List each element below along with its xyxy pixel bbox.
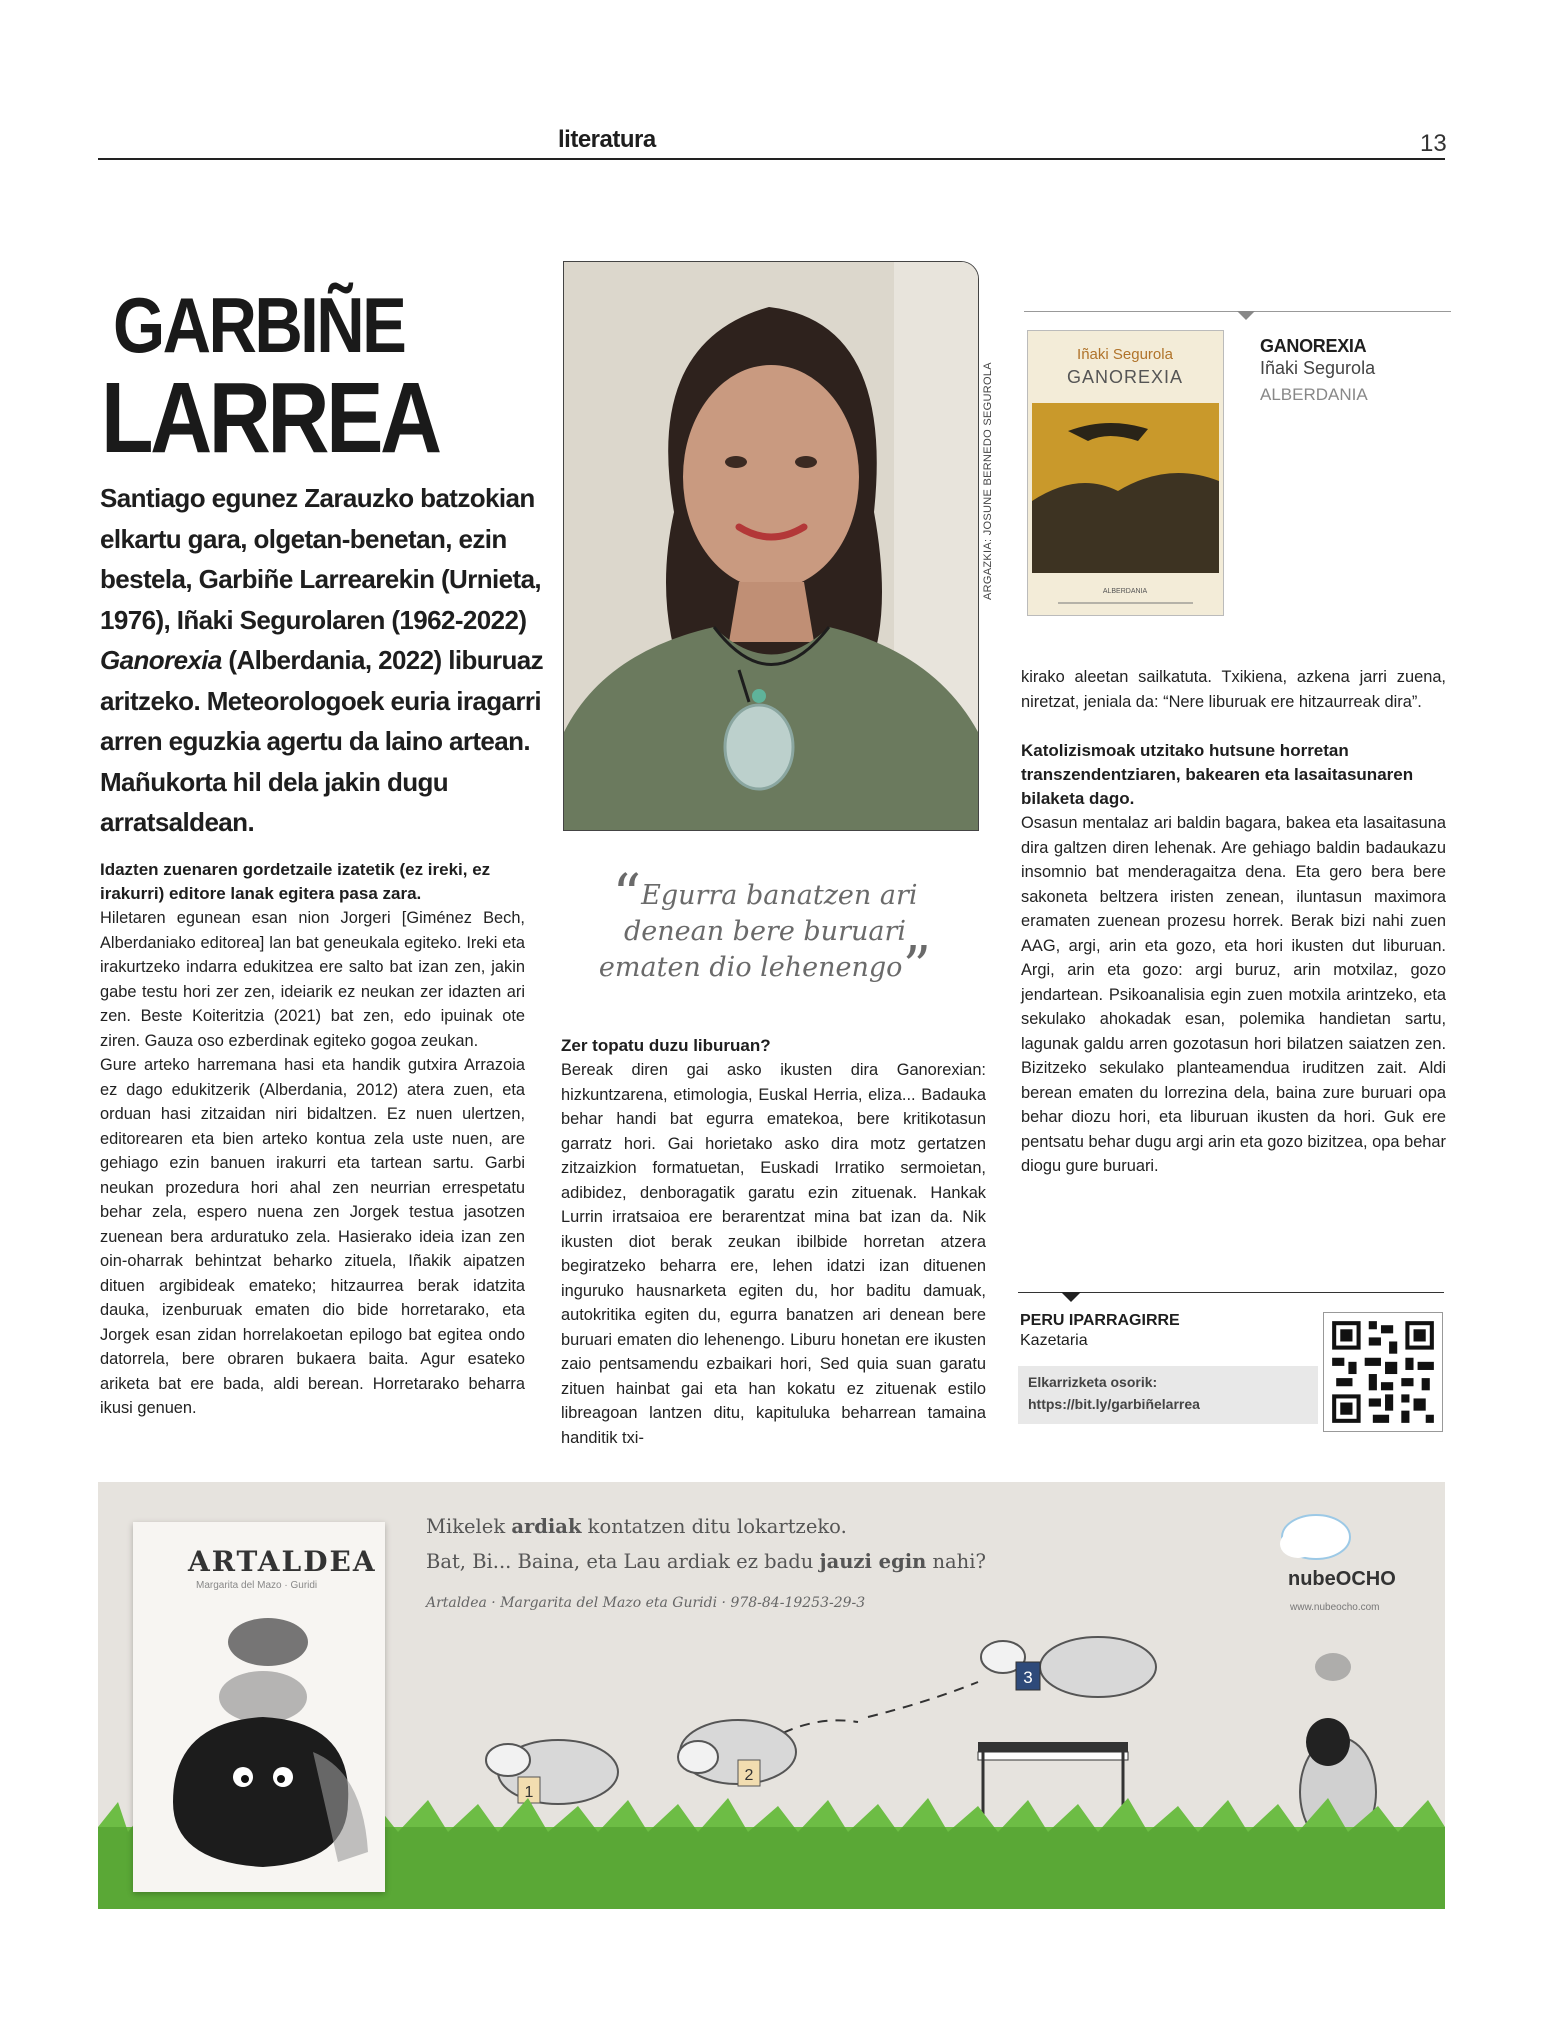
sheep-number-2: 2: [744, 1767, 754, 1784]
cover-author: Iñaki Segurola: [1077, 346, 1173, 363]
ad-headline-2-b: jauzi egin: [819, 1550, 927, 1573]
full-interview-link[interactable]: https://bit.ly/garbiñelarrea: [1028, 1396, 1200, 1412]
full-interview-label: Elkarrizketa osorik:: [1028, 1374, 1158, 1390]
cover-title: GANOREXIA: [1066, 367, 1184, 387]
book-box-pointer: [1237, 311, 1255, 320]
cover-publisher: ALBERDANIA: [1102, 588, 1148, 595]
question-1: Idazten zuenaren gordetzaile izatetik (ez ireki, ez irakurri) editore lanak egitera pasa zara.: [100, 860, 491, 903]
ad-headline-1-c: kontatzen ditu lokartzeko.: [581, 1515, 847, 1538]
ad-headline-2: [426, 1550, 986, 1573]
answer-1-para-2: Gure arteko harremana hasi eta handik gutxira Arrazoia ez dago edukitzerik (Alberdania, 2012) atera zuen, eta orduan hasi zitzaidan niri bidaltzen. Ez nuen ulertzen, editorearen eta bien arteko kontua zela uste nuen, are gehiago ezin banuen irakurri eta tartean sartu. Garbi neukan prozedura hori ahal zen neurrian errespetatu behar zela, espero nuena zen Jorgek testua jasotzen zuenean bera arduratuko zela. Hasierako ideia izan zen oin-oharrak behintzat beharko zituela, Iñakik aipatzen dituen argibideak emateko; hitzaurrea berak idatzita dauka, izenburuak ematen dio bide horretarako, eta Jorgek esan zidan horrelakoetan epilogo bat egitea ondo datorrela, bere obraren bukaera baita. Agur esateko ariketa bat ere bada, aldi berean. Horretarako beharra ikusi genuen.: [100, 1056, 525, 1417]
header-rule: [98, 158, 1445, 160]
book-author: Iñaki Segurola: [1260, 358, 1376, 378]
sheep-number-1: 1: [524, 1784, 534, 1801]
book-cover: [1027, 330, 1224, 616]
sheep-number-3: 3: [1023, 1668, 1033, 1687]
answer-2-continued: kirako aleetan sailkatuta. Txikiena, azkena jarri zuena, niretzat, jeniala da: “Nere liburuak ere hitzaurreak dira”.: [1021, 668, 1446, 711]
author-role: Kazetaria: [1020, 1332, 1088, 1349]
book-publisher: ALBERDANIA: [1260, 385, 1368, 404]
column-2: [561, 1034, 986, 1450]
book-title: GANOREXIA: [1260, 336, 1367, 356]
author-box-pointer: [1061, 1292, 1081, 1302]
ad-headline-1-b: ardiak: [511, 1515, 582, 1538]
column-3-top: [1021, 665, 1446, 714]
author-box-rule: [1018, 1292, 1444, 1293]
brand-cloud-icon: [1280, 1515, 1350, 1559]
qr-code-pattern: [1324, 1313, 1442, 1431]
answer-1-para-1: Hiletaren egunean esan nion Jorgeri [Giménez Bech, Alberdaniako editorea] lan bat geneukala egiteko. Ireki eta irakurtzeko indarra edukitzea ere salto bat izan zen, jakin gabe testu hori zer zen, ideiarik ez neukan zer idazten ari zen. Beste Koiteritzia (2021) bat zen, edo ipuinak ote ziren. Gauza oso ezberdinak egiteko gogoa zeukan.: [100, 909, 525, 1050]
book-cover-art: [1028, 331, 1223, 615]
pull-quote: [580, 863, 950, 1000]
ad-headline-1: [426, 1515, 847, 1538]
publisher-website[interactable]: www.nubeocho.com: [1290, 1602, 1380, 1613]
photo-credit: ARGAZKIA: JOSUNE BERNEDO SEGUROLA: [982, 362, 994, 600]
column-3: [1021, 739, 1446, 1179]
lead-part1: Santiago egunez Zarauzko batzokian elkartu gara, olgetan-benetan, ezin bestela, Garbiñe Larrearekin (Urnieta, 1976), Iñaki Segurolaren (1962-2022): [100, 483, 542, 635]
ad-book-details: Artaldea · Margarita del Mazo eta Guridi · 978-84-19253-29-3: [426, 1595, 866, 1611]
ad-book-title: ARTALDEA: [188, 1545, 377, 1578]
lead-paragraph: [100, 478, 570, 843]
ad-headline-1-a: Mikelek: [426, 1515, 512, 1538]
page-number: 13: [1420, 130, 1447, 157]
question-2: Zer topatu duzu liburuan?: [561, 1036, 771, 1055]
ad-headline-2-a: Bat, Bi... Baina, eta Lau ardiak ez badu: [426, 1550, 820, 1573]
ad-headline-2-c: nahi?: [926, 1550, 986, 1573]
quote-open-mark: “: [612, 863, 642, 928]
quote-close-mark: ”: [902, 935, 932, 1000]
answer-3: Osasun mentalaz ari baldin bagara, bakea eta lasaitasuna dira galtzen diren lehenak. Are gehiago baldin badaukazu insomnio bat menderagaitza dena. Eta gero bera bere sakoneta beltzera iristen zenean, iluntasun maximora eramaten zuenean prozesu horrek. Berak bizi nahi zuen AAG, argi, arin eta gozo, eta hori ikusten dut liburuan. Argi, arin eta gozo: argi buruz, arin motxilaz, gozo jendartean. Psikoanalisia egin zuen motxila arintzeko, eta sekulako ahokadak esan, polemika handietan sartu, lagunak galdu arren gozotasun hori bilatzen saiatzen zen. Bizitzeko sekulako planteamendua iruditzen zait. Aldi berean ematen du lorrezina dela, baina zure buruari opa behar diozu hori, eta liburuan ikusten da hori. Guk ere pentsatu behar dugu argi arin eta gozo bizitzea, opa behar diogu gure buruari.: [1021, 814, 1446, 1175]
publisher-brand-logo: nubeOCHO: [1288, 1568, 1396, 1590]
lead-book: Ganorexia: [100, 645, 222, 675]
column-1: [100, 858, 525, 1421]
question-3: Katolizismoak utzitako hutsune horretan transzendentziaren, bakearen eta lasaitasunaren bilaketa dago.: [1021, 741, 1414, 808]
portrait-photo: [563, 261, 979, 831]
lead-part2: (Alberdania, 2022) liburuaz aritzeko. Meteorologoek euria iragarri arren eguzkia agertu da laino artean. Mañukorta hil dela jakin dugu arratsaldean.: [100, 645, 544, 837]
ad-book-subtitle: Margarita del Mazo · Guridi: [196, 1580, 318, 1591]
pull-quote-text: Egurra banatzen ari denean bere buruari ematen dio lehenengo: [598, 880, 918, 983]
author-name: PERU IPARRAGIRRE: [1020, 1312, 1180, 1329]
section-label: literatura: [558, 126, 656, 153]
qr-code[interactable]: [1323, 1312, 1443, 1432]
title-first-name: GARBIÑE: [113, 281, 405, 369]
portrait-illustration: [564, 262, 978, 830]
title-last-name: LARREA: [101, 362, 439, 474]
answer-2: Bereak diren gai asko ikusten dira Ganorexian: hizkuntzarena, etimologia, Euskal Herria, eliza... Badauka behar handi bat egurra ematekoa, bere kritikotasun garratz hori. Gai horietako asko dira motz gertatzen zitzaizkion formatuetan, Euskadi Irratiko sermoietan, adibidez, denboragatik garatu ezin zituenak. Hankak Lurrin irratsaioa ere berarentzat mina bat izan da. Nik ikusten diot berak zeukan ibilbide horretan atzera begiratzeko beharra ere, lehen idatzi izan dituenen inguruko hausnarketa egiten du, hor baditu damuak, autokritika egiten du, egurra banatzen ari denean bere buruari ematen dio lehenengo. Liburu honetan ere ikusten zaio pentsamendu ezbaikari hori, Sed quia suan garatu zituen hainbat gai eta han kokatu ez zituenak estilo libreagoan lantzen ditu, kapituluka beharrean tamaina handitik txi-: [561, 1061, 986, 1447]
